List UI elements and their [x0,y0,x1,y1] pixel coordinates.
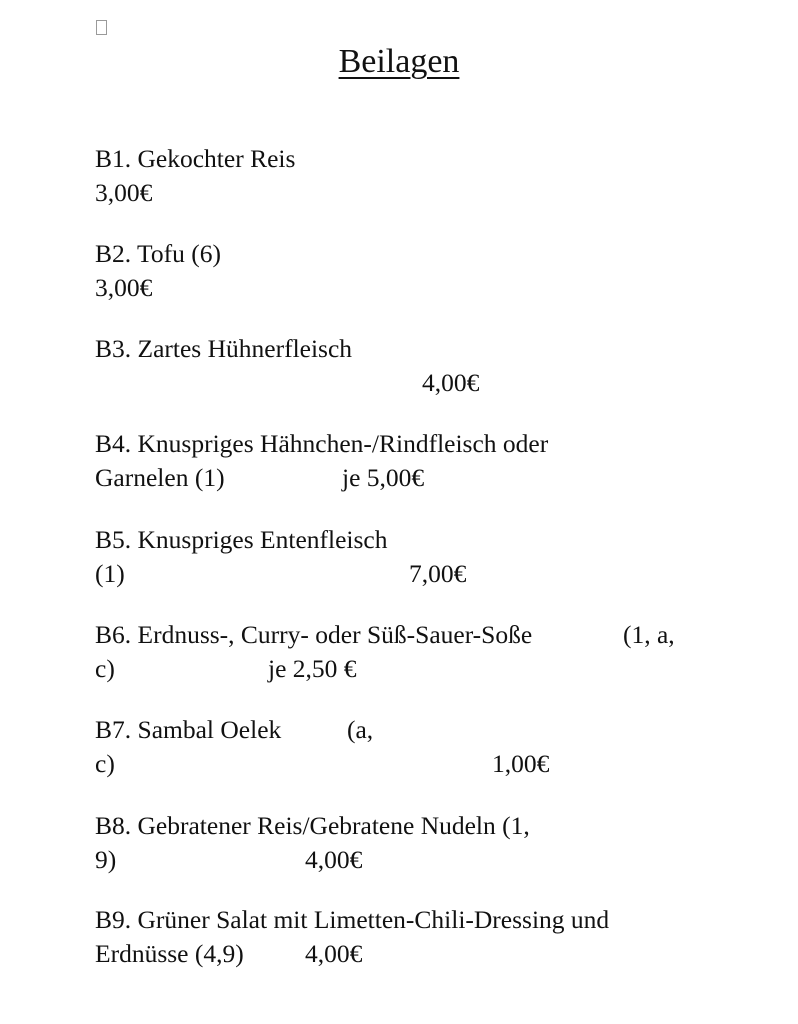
item-b8-price: 4,00€ [305,845,363,874]
item-b6-allergens-cont: c) [95,654,115,683]
item-b9-name-cont: Erdnüsse (4,9) [95,939,244,968]
item-b5-price: 7,00€ [409,559,467,588]
item-b7-price: 1,00€ [492,749,550,778]
item-b8-allergens-cont: 9) [95,845,117,874]
item-b8-name: B8. Gebratener Reis/Gebratene Nudeln (1, [95,811,530,840]
item-b1-name: B1. Gekochter Reis [95,144,296,173]
item-b9-price: 4,00€ [305,939,363,968]
item-b6-price: je 2,50 € [268,654,357,683]
item-b4-name: B4. Knuspriges Hähnchen-/Rindfleisch oder [95,429,549,458]
item-b2-name: B2. Tofu (6) [95,239,221,268]
item-b3-price: 4,00€ [422,368,480,397]
item-b7-allergens: (a, [347,715,374,744]
item-b2-price: 3,00€ [95,273,153,302]
item-b9-name: B9. Grüner Salat mit Limetten-Chili-Dressing und [95,905,610,934]
item-b4-name-cont: Garnelen (1) [95,463,225,492]
missing-glyph-icon [96,20,107,35]
item-b6-allergens: (1, a, [623,620,675,649]
item-b1-price: 3,00€ [95,178,153,207]
item-b3-name: B3. Zartes Hühnerfleisch [95,334,353,363]
page-title: Beilagen [338,43,460,80]
item-b7-allergens-cont: c) [95,749,115,778]
item-b7-name: B7. Sambal Oelek [95,715,282,744]
item-b5-allergens: (1) [95,559,125,588]
item-b4-price: je 5,00€ [342,463,425,492]
item-b5-name: B5. Knuspriges Entenfleisch [95,525,388,554]
item-b6-name: B6. Erdnuss-, Curry- oder Süß-Sauer-Soße [95,620,533,649]
